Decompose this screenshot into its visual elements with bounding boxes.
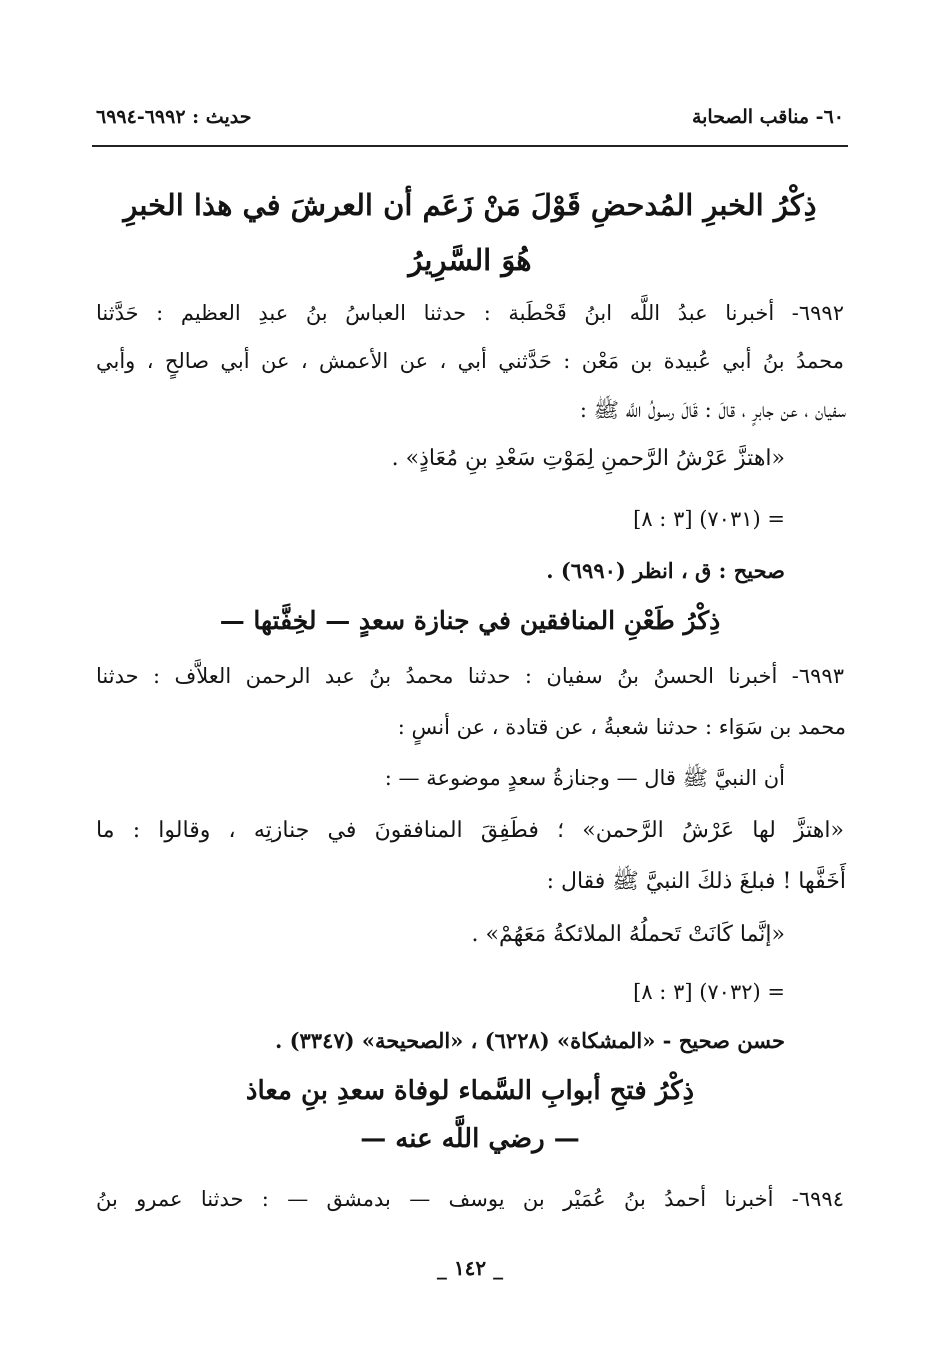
hadith-6993-quote: «إنَّما كَانَتْ تَحملُهُ الملائكةُ مَعَهُمْ» . (471, 922, 785, 947)
hadith-6993-line3: أن النبيَّ ﷺ قال — وجنازةُ سعدٍ موضوعة — : (384, 766, 785, 790)
hadith-6993-line2: محمد بن سَوَاء : حدثنا شعبةُ ، عن قتادة ، عن أنسٍ : (397, 715, 846, 739)
hadith-6992-grade: صحيح : ق ، انظر (٦٩٩٠) . (546, 558, 785, 583)
hadith-6994-line1: ٦٩٩٤- أخبرنا أحمدُ بنُ عُمَيْر بن يوسف — بدمشق — : حدثنا عمرو بنُ (96, 1187, 844, 1211)
hadith-6993-reference: = (٧٠٣٢) [٣ : ٨] (633, 980, 785, 1004)
section-heading-3-line1: ذِكْرُ فتحِ أبوابِ السَّماء لوفاة سعدِ بنِ معاذ (245, 1076, 695, 1106)
running-header-chapter: ٦٠- مناقب الصحابة (691, 106, 844, 128)
hadith-6993-grade: حسن صحيح - «المشكاة» (٦٢٢٨) ، «الصحيحة» (٣٣٤٧) . (274, 1028, 785, 1053)
section-heading-3-line2: — رضي اللَّه عنه — (360, 1124, 580, 1154)
header-rule (92, 145, 848, 147)
hadith-6993-line5: أَخَفَّها ! فبلغَ ذلكَ النبيَّ ﷺ فقال : (546, 869, 846, 894)
hadith-6993-line1: ٦٩٩٣- أخبرنا الحسنُ بنُ سفيان : حدثنا محمدُ بنُ عبد الرحمن العلاَّف : حدثنا (96, 664, 844, 688)
hadith-6992-reference: = (٧٠٣١) [٣ : ٨] (633, 507, 785, 531)
section-heading-1-line1: ذِكْرُ الخبرِ المُدحضِ قَوْلَ مَنْ زَعَم أن العرشَ في هذا الخبرِ (123, 188, 817, 222)
hadith-6992-line1: ٦٩٩٢- أخبرنا عبدُ اللَّه ابنُ قَحْطَبة : حدثنا العباسُ بنُ عبدِ العظيم : حَدَّثنا (96, 301, 844, 325)
running-header-hadith-range: حديث : ٦٩٩٢-٦٩٩٤ (96, 106, 252, 128)
page-number: _ ١٤٢ _ (436, 1256, 504, 1280)
section-heading-2: ذِكْرُ طَعْنِ المنافقين في جنازة سعدٍ — لخِفَّتها — (219, 606, 721, 635)
hadith-6992-quote: «اهتزَّ عَرْشُ الرَّحمنِ لِمَوْتِ سَعْدِ بنِ مُعَاذٍ» . (391, 446, 785, 471)
section-heading-1-line2: هُوَ السَّرِيرُ (408, 243, 532, 277)
hadith-6992-line3: سفيان ، عن جابرٍ ، قالَ : قَالَ رسولُ اللَّه ﷺ : (579, 398, 846, 422)
hadith-6993-line4: «اهتزَّ لها عَرْشُ الرَّحمن» ؛ فطَفِقَ المنافقونَ في جنازتِه ، وقالوا : ما (96, 818, 844, 843)
hadith-6992-line2: محمدُ بنُ أبي عُبيدة بن مَعْن : حَدَّثني أبي ، عن الأعمش ، عن أبي صالحٍ ، وأبي (96, 349, 844, 373)
